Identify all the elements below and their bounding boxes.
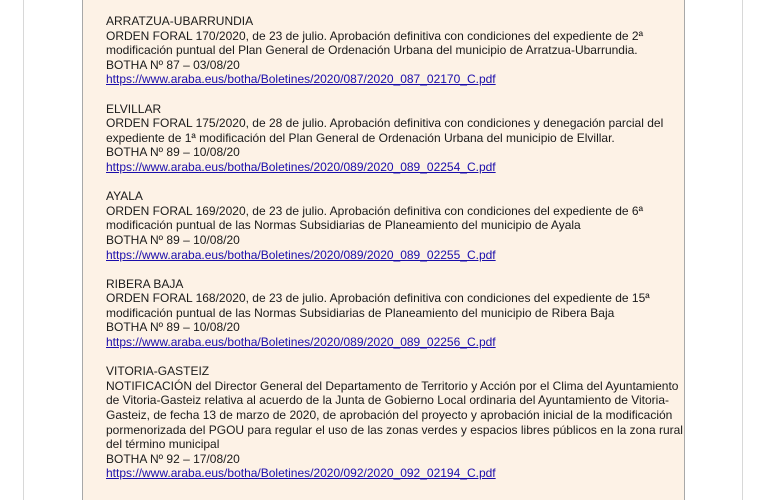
bulletin-link[interactable]: https://www.araba.eus/botha/Boletines/2020/092/2020_092_02194_C.pdf [106, 466, 496, 481]
list-item [106, 277, 686, 350]
order-description: ORDEN FORAL 175/2020, de 28 de julio. Aprobación definitiva con condiciones y denegación parcial del expediente de 1ª modificación del Plan General de Ordenación Urbana del municipio de Elvillar. [106, 116, 664, 145]
bulletin-reference: BOTHA Nº 92 – 17/08/20 [106, 451, 240, 466]
entries-list [106, 14, 686, 496]
municipality-name: ELVILLAR [106, 101, 162, 116]
bulletin-link[interactable]: https://www.araba.eus/botha/Boletines/2020/089/2020_089_02255_C.pdf [106, 247, 496, 262]
municipality-name: AYALA [106, 189, 143, 204]
bulletin-reference: BOTHA Nº 89 – 10/08/20 [106, 145, 240, 160]
bulletin-link[interactable]: https://www.araba.eus/botha/Boletines/2020/089/2020_089_02256_C.pdf [106, 335, 496, 350]
municipality-name: VITORIA-GASTEIZ [106, 364, 210, 379]
list-item [106, 14, 686, 87]
list-item [106, 102, 686, 175]
order-description: ORDEN FORAL 170/2020, de 23 de julio. Aprobación definitiva con condiciones del expediente de 2ª modificación puntual del Plan General de Ordenación Urbana del municipio de Arratzua-Ubarrundia. [106, 28, 644, 58]
bulletin-reference: BOTHA Nº 89 – 10/08/20 [106, 320, 240, 335]
list-item [106, 189, 686, 262]
list-item [106, 364, 686, 481]
bulletin-link[interactable]: https://www.araba.eus/botha/Boletines/2020/087/2020_087_02170_C.pdf [106, 72, 496, 87]
bulletin-link[interactable]: https://www.araba.eus/botha/Boletines/2020/089/2020_089_02254_C.pdf [106, 159, 496, 174]
municipality-name: ARRATZUA-UBARRUNDIA [106, 14, 254, 28]
bulletin-reference: BOTHA Nº 89 – 10/08/20 [106, 232, 240, 247]
order-description: ORDEN FORAL 169/2020, de 23 de julio. Aprobación definitiva con condiciones del expediente de 6ª modificación puntual de las Normas Subsidiarias de Planeamiento del municipio de Ayala [106, 203, 644, 233]
municipality-name: RIBERA BAJA [106, 276, 184, 291]
order-description: ORDEN FORAL 168/2020, de 23 de julio. Aprobación definitiva con condiciones del expediente de 15ª modificación puntual de las Normas Subsidiarias de Planeamiento del municipio de Ribera Baja [106, 291, 650, 320]
order-description: NOTIFICACIÓN del Director General del Departamento de Territorio y Acción por el Clima del Ayuntamiento de Vitoria-Gasteiz relativa al acuerdo de la Junta de Gobierno Local ordinaria del Ayuntamiento de Vitoria-Gasteiz, de fecha 13 de marzo de 2020, de aprobación del proyecto y aprobación inicial de la modificación pormenorizada del PGOU para regular el uso de las zonas verdes y espacios libres públicos en la zona rural del término municipal [106, 378, 683, 452]
bulletin-reference: BOTHA Nº 87 – 03/08/20 [106, 57, 240, 72]
